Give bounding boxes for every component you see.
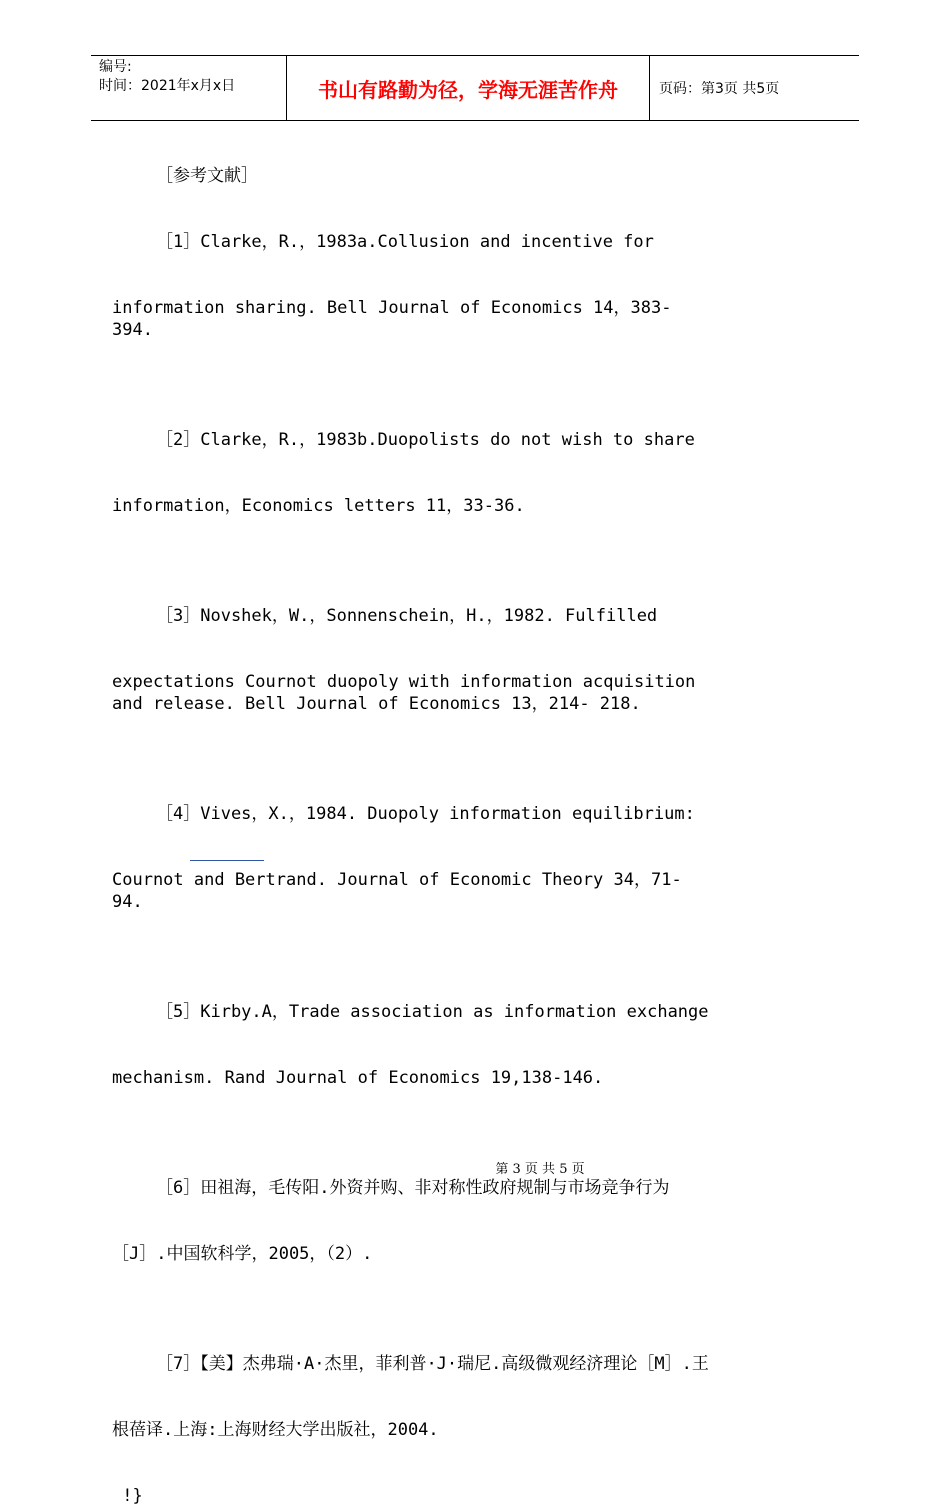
- reference-item: [112, 561, 792, 759]
- link-underline[interactable]: [190, 860, 264, 861]
- reference-item: [112, 385, 792, 561]
- number-label: 编号:: [99, 59, 132, 75]
- reference-first-line: ［4］Vives，X.，1984. Duopoly information equilibrium:: [156, 804, 695, 824]
- reference-item: [112, 1309, 792, 1485]
- reference-first-line: ［2］Clarke，R.，1983b.Duopolists do not wish to share: [156, 430, 695, 450]
- reference-continuation: expectations Cournot duopoly with information acquisition and release. Bell Journal of Economics 13，214- 218.: [112, 672, 696, 714]
- time-label: 时间：2021年x月x日: [99, 78, 236, 94]
- reference-item: [112, 759, 792, 957]
- reference-item: [112, 957, 792, 1133]
- reference-continuation: information，Economics letters 11，33-36.: [112, 496, 525, 516]
- reference-item: [112, 187, 792, 385]
- page-header: [91, 55, 859, 121]
- header-meta: [91, 56, 287, 120]
- reference-continuation: Cournot and Bertrand. Journal of Economic Theory 34，71- 94.: [112, 870, 682, 912]
- reference-first-line: ［3］Novshek，W.，Sonnenschein，H.，1982. Fulfilled: [156, 606, 658, 626]
- reference-continuation: mechanism. Rand Journal of Economics 19,138-146.: [112, 1068, 604, 1088]
- reference-first-line: ［6］田祖海，毛传阳.外资并购、非对称性政府规制与市场竞争行为: [156, 1178, 670, 1198]
- header-page-info: 页码：第3页 共5页: [659, 81, 780, 97]
- references-heading: ［参考文献］: [156, 166, 258, 186]
- references-section: [112, 165, 792, 1507]
- reference-continuation: ［J］.中国软科学，2005，（2）.: [112, 1244, 373, 1264]
- page-footer: 第 3 页 共 5 页: [495, 1162, 585, 1177]
- header-motto: 书山有路勤为径，学海无涯苦作舟: [287, 56, 650, 120]
- reference-continuation: information sharing. Bell Journal of Economics 14，383- 394.: [112, 298, 672, 340]
- reference-first-line: ［5］Kirby.A，Trade association as information exchange: [156, 1002, 709, 1022]
- reference-first-line: ［1］Clarke，R.，1983a.Collusion and incentive for: [156, 232, 654, 252]
- trailing-text: !}: [112, 1486, 143, 1506]
- reference-continuation: 根蓓译.上海:上海财经大学出版社，2004.: [112, 1420, 439, 1440]
- reference-first-line: ［7］【美】杰弗瑞·A·杰里，菲利普·J·瑞尼.高级微观经济理论［M］.王: [156, 1354, 709, 1374]
